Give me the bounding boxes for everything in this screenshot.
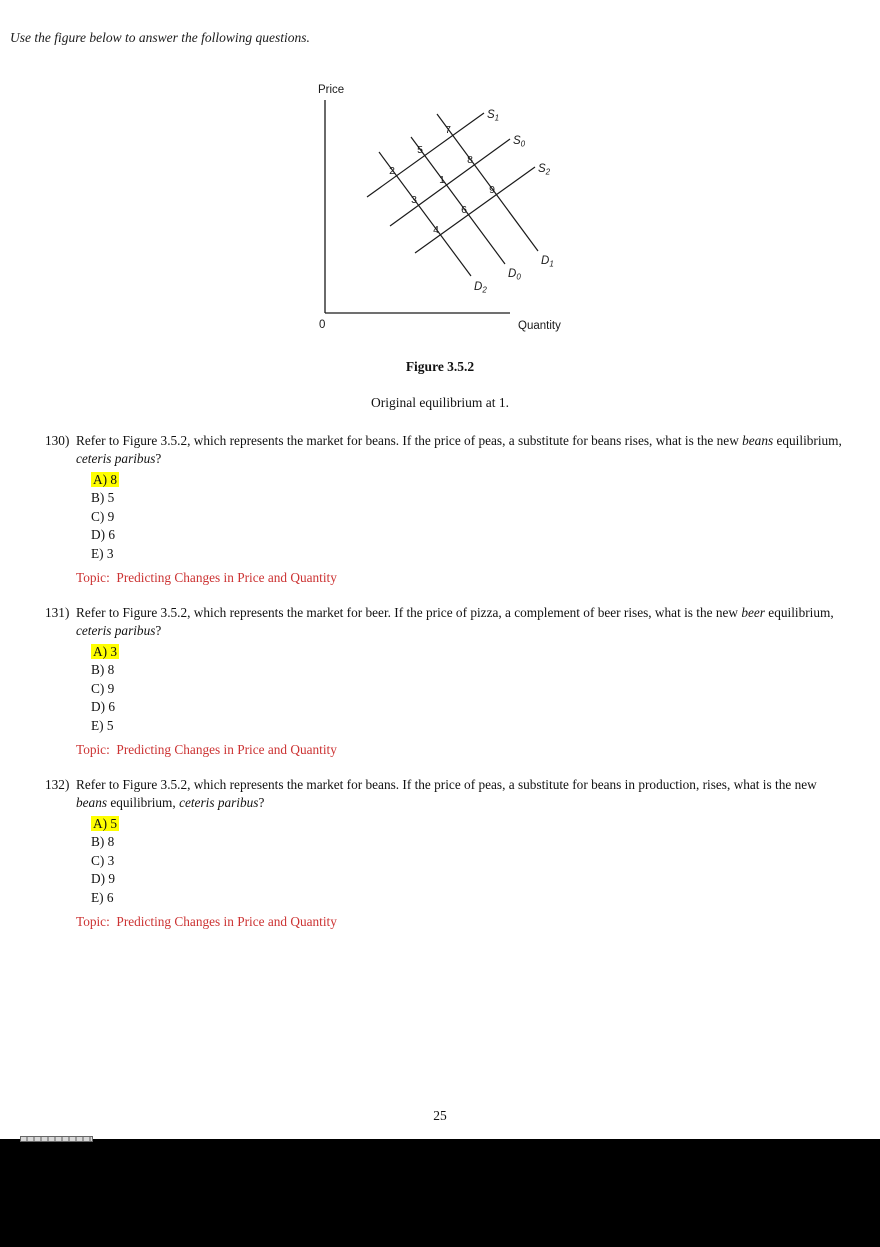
demand-curve-d1: [437, 114, 538, 251]
curve-label-s2: $S_2$: [538, 163, 551, 177]
highlighted-answer: A) 8: [93, 472, 118, 487]
answer-choice-b: B) 8: [91, 662, 115, 678]
question-text: Refer to Figure 3.5.2, which represents the market for beans. If the price of peas, a substitute for beans rises, what is the new beans equilibrium, ceteris paribus?: [76, 433, 842, 466]
answer-choice-d: D) 9: [91, 871, 116, 887]
point-label-4: 4: [433, 224, 439, 236]
topic-line: Topic: Predicting Changes in Price and Quantity: [76, 914, 337, 930]
supply-curve-s2: [415, 167, 535, 253]
topic-line: Topic: Predicting Changes in Price and Quantity: [76, 742, 337, 758]
supply-curve-s0: [390, 139, 510, 226]
answer-choice-a: [91, 643, 845, 661]
answer-choice-a: [91, 815, 845, 833]
curve-label-d1: $D_1$: [541, 255, 554, 269]
answer-choice-e: E) 5: [91, 717, 114, 733]
question-number: 132): [45, 777, 70, 793]
answer-choice-e: E) 6: [91, 889, 114, 905]
answer-choice-d: D) 6: [91, 699, 116, 715]
question-132: [45, 776, 845, 930]
answer-choice-c: C) 9: [91, 680, 115, 696]
figure-diagram: [305, 78, 575, 338]
curve-label-s0: $S_0$: [513, 135, 526, 149]
point-label-6: 6: [461, 204, 467, 216]
curve-label-d2: $D_2$: [474, 281, 487, 295]
supply-demand-chart: [305, 78, 575, 338]
point-label-3: 3: [411, 194, 417, 206]
answer-choices: [91, 471, 845, 563]
question-130: [45, 432, 845, 586]
answer-choice-c: C) 9: [91, 508, 115, 524]
answer-choice-e: E) 3: [91, 545, 114, 561]
scrollbar-thumb[interactable]: [20, 1136, 93, 1142]
point-label-8: 8: [467, 154, 473, 166]
question-131: [45, 604, 845, 758]
point-label-9: 9: [489, 184, 495, 196]
question-text: Refer to Figure 3.5.2, which represents the market for beans. If the price of peas, a substitute for beans in production, rises, what is the new beans equilibrium, ceteris paribus?: [76, 777, 817, 811]
curve-label-s1: $S_1$: [487, 109, 500, 123]
answer-choices: [91, 643, 845, 735]
topic-line: Topic: Predicting Changes in Price and Quantity: [76, 570, 337, 586]
point-label-7: 7: [445, 124, 451, 136]
y-axis-label: Price: [318, 84, 345, 96]
origin-label: 0: [319, 319, 326, 331]
figure-caption: Figure 3.5.2: [405, 359, 475, 374]
question-number: 131): [45, 605, 70, 621]
highlighted-answer: A) 5: [93, 816, 118, 832]
figure-subcaption: Original equilibrium at 1.: [371, 395, 509, 410]
answer-choice-a: [91, 471, 845, 489]
highlighted-answer: A) 3: [93, 644, 118, 660]
point-label-1: 1: [439, 174, 445, 186]
point-label-2: 2: [389, 165, 395, 177]
answer-choice-b: B) 8: [91, 834, 115, 850]
curve-label-d0: $D_0$: [508, 268, 521, 282]
questions-section: [45, 432, 845, 948]
answer-choice-c: C) 3: [91, 852, 115, 868]
answer-choices: [91, 815, 845, 907]
answer-choice-b: B) 5: [91, 490, 115, 506]
instruction-text: Use the figure below to answer the following questions.: [10, 30, 310, 45]
page-number: 25: [433, 1108, 447, 1123]
footer-black-bar: [0, 1139, 880, 1247]
x-axis-label: Quantity: [518, 320, 561, 332]
question-text: Refer to Figure 3.5.2, which represents the market for beer. If the price of pizza, a complement of beer rises, what is the new beer equilibrium, ceteris paribus?: [76, 605, 834, 639]
answer-choice-d: D) 6: [91, 527, 116, 543]
point-label-5: 5: [417, 144, 423, 156]
question-number: 130): [45, 433, 70, 448]
